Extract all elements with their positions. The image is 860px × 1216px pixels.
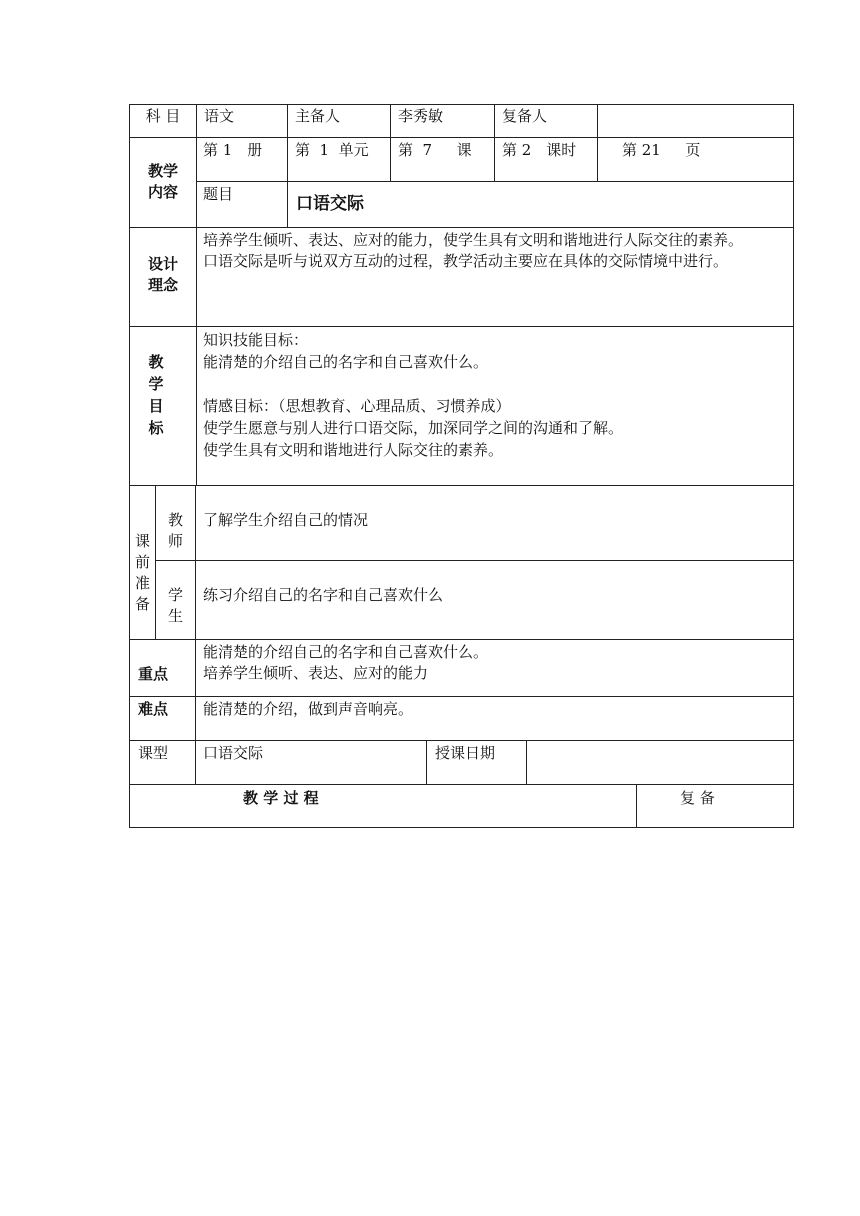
- row-divider: [196, 181, 794, 182]
- col-divider: [195, 485, 196, 784]
- table-border-left: [129, 104, 130, 828]
- col-divider: [196, 104, 197, 485]
- col-divider: [597, 104, 598, 182]
- lead-preparer-value: 李秀敏: [398, 107, 444, 125]
- review-label: 复 备: [680, 789, 715, 807]
- subject-label: 科 目: [145, 107, 181, 125]
- row-divider: [129, 485, 794, 486]
- teaching-process-label: 教 学 过 程: [243, 789, 319, 807]
- col-divider: [287, 104, 288, 182]
- teacher-text: 了解学生介绍自己的情况: [203, 511, 369, 529]
- key-points-label: 重点: [138, 665, 169, 683]
- row-divider: [155, 560, 794, 561]
- row-divider: [129, 740, 794, 741]
- row-divider: [129, 227, 794, 228]
- key-points-text: 能清楚的介绍自己的名字和自己喜欢什么。 培养学生倾听、表达、应对的能力: [203, 643, 489, 682]
- lesson-type-label: 课型: [138, 744, 169, 762]
- topic-label: 题目: [203, 185, 234, 203]
- lead-preparer-label: 主备人: [295, 107, 341, 125]
- difficulties-label: 难点: [138, 700, 169, 718]
- preparation-label: 课 前 准 备: [134, 532, 150, 613]
- teaching-content-label: 教学 内容: [147, 162, 178, 201]
- student-label: 学 生: [167, 586, 183, 625]
- difficulties-text: 能清楚的介绍，做到声音响亮。: [203, 700, 414, 718]
- topic-value: 口语交际: [296, 194, 364, 214]
- teaching-goals-text: 知识技能目标： 能清楚的介绍自己的名字和自己喜欢什么。 情感目标：（思想教育、心理品质、习惯养成） 使学生愿意与别人进行口语交际，加深同学之间的沟通和了解。 使学生具有文明和谐地进行人际交往的素养。: [203, 331, 624, 459]
- col-divider: [287, 181, 288, 227]
- table-border-bottom: [129, 827, 794, 828]
- period-field: 第 2 课时: [502, 141, 577, 159]
- table-border-top: [129, 104, 794, 105]
- volume-field: 第 1 册: [203, 141, 263, 159]
- row-divider: [129, 326, 794, 327]
- col-divider: [526, 740, 527, 784]
- page-field: 第 21 页: [622, 141, 701, 159]
- col-divider: [426, 740, 427, 784]
- col-divider: [390, 104, 391, 182]
- co-preparer-label: 复备人: [502, 107, 548, 125]
- design-concept-label: 设计 理念: [147, 255, 178, 294]
- table-border-right: [793, 104, 794, 828]
- teacher-label: 教 师: [167, 511, 183, 550]
- row-divider: [129, 696, 794, 697]
- row-divider: [129, 784, 794, 785]
- teaching-date-label: 授课日期: [435, 744, 496, 762]
- row-divider: [129, 137, 794, 138]
- lesson-type-value: 口语交际: [203, 744, 264, 762]
- design-concept-text: 培养学生倾听、表达、应对的能力，使学生具有文明和谐地进行人际交往的素养。 口语交际是听与说双方互动的过程，教学活动主要应在具体的交际情境中进行。: [203, 231, 744, 270]
- col-divider: [494, 104, 495, 182]
- subject-value: 语文: [204, 107, 235, 125]
- row-divider: [129, 639, 794, 640]
- student-text: 练习介绍自己的名字和自己喜欢什么: [203, 586, 444, 604]
- teaching-goals-label: 教 学 目 标: [148, 353, 164, 437]
- unit-field: 第 1 单元: [295, 141, 369, 159]
- lesson-field: 第 7 课: [398, 141, 472, 159]
- col-divider: [636, 784, 637, 828]
